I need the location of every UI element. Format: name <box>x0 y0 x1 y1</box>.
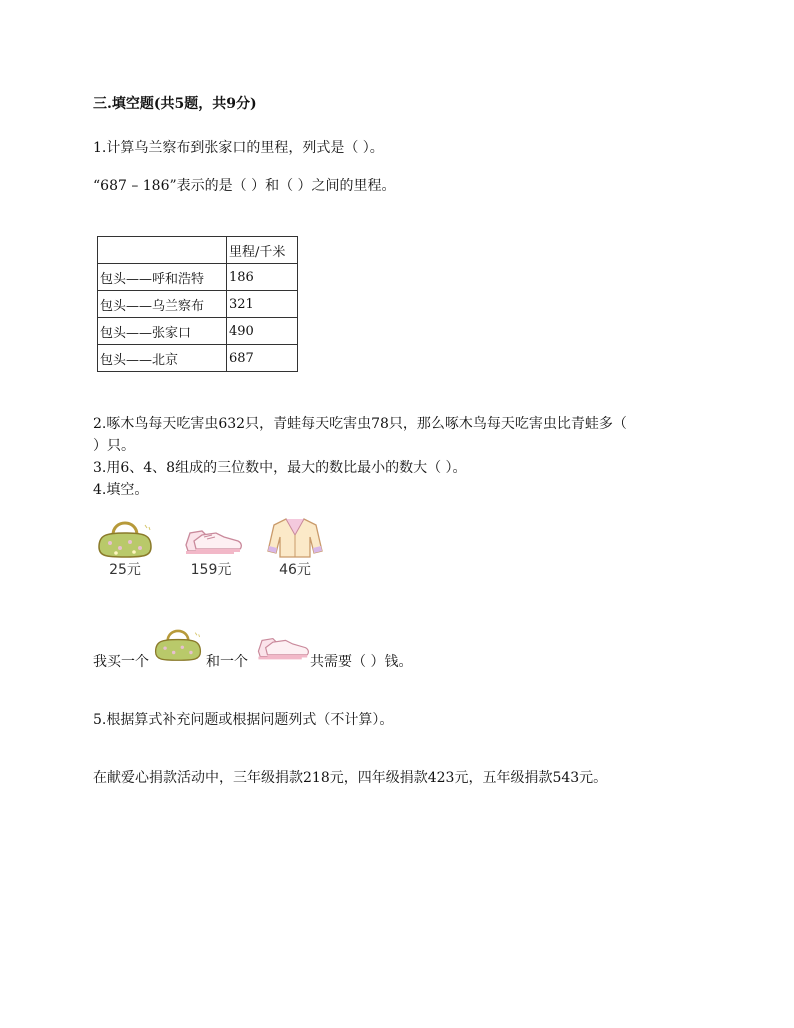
table-row <box>98 291 298 318</box>
question-4-title: 4.填空。 <box>93 482 149 498</box>
distance-cell: 186 <box>227 264 298 291</box>
sneakers-icon <box>180 515 242 559</box>
purchase-text-part-3: 共需要（ ）钱。 <box>310 654 413 670</box>
table-header-cell <box>98 237 227 264</box>
distance-cell: 490 <box>227 318 298 345</box>
jacket-icon <box>266 515 324 559</box>
table-header-cell: 里程/千米 <box>227 237 298 264</box>
table-row <box>98 264 298 291</box>
question-5-title: 5.根据算式补充问题或根据问题列式（不计算）。 <box>93 712 394 728</box>
bag-price: 25元 <box>109 562 141 578</box>
question-2-line-2: ）只。 <box>93 438 135 454</box>
purchase-text-part-2: 和一个 <box>206 654 248 670</box>
section-title: 三.填空题(共5题，共9分) <box>93 96 257 112</box>
bag-item <box>96 515 154 579</box>
question-1-line-2: “687 – 186”表示的是（ ）和（ ）之间的里程。 <box>93 178 396 194</box>
sneakers-icon <box>253 622 309 666</box>
distance-table <box>97 236 298 372</box>
handbag-icon <box>96 515 154 559</box>
purchase-text-part-1: 我买一个 <box>93 654 149 670</box>
handbag-icon <box>153 620 203 666</box>
route-cell: 包头——北京 <box>98 345 227 372</box>
route-cell: 包头——乌兰察布 <box>98 291 227 318</box>
shoes-item <box>180 515 242 579</box>
table-row <box>98 345 298 372</box>
table-row <box>98 318 298 345</box>
coat-item <box>266 515 324 579</box>
distance-cell: 321 <box>227 291 298 318</box>
question-5-text: 在献爱心捐款活动中，三年级捐款218元，四年级捐款423元，五年级捐款543元。 <box>93 770 608 786</box>
question-1-line-1: 1.计算乌兰察布到张家口的里程，列式是（ ）。 <box>93 140 384 156</box>
question-2-line-1: 2.啄木鸟每天吃害虫632只，青蛙每天吃害虫78只，那么啄木鸟每天吃害虫比青蛙多（ <box>93 416 627 432</box>
table-header-row <box>98 237 298 264</box>
distance-cell: 687 <box>227 345 298 372</box>
question-3: 3.用6、4、8组成的三位数中，最大的数比最小的数大（ ）。 <box>93 460 467 476</box>
route-cell: 包头——呼和浩特 <box>98 264 227 291</box>
route-cell: 包头——张家口 <box>98 318 227 345</box>
coat-price: 46元 <box>279 562 311 578</box>
shoes-price: 159元 <box>190 562 232 578</box>
